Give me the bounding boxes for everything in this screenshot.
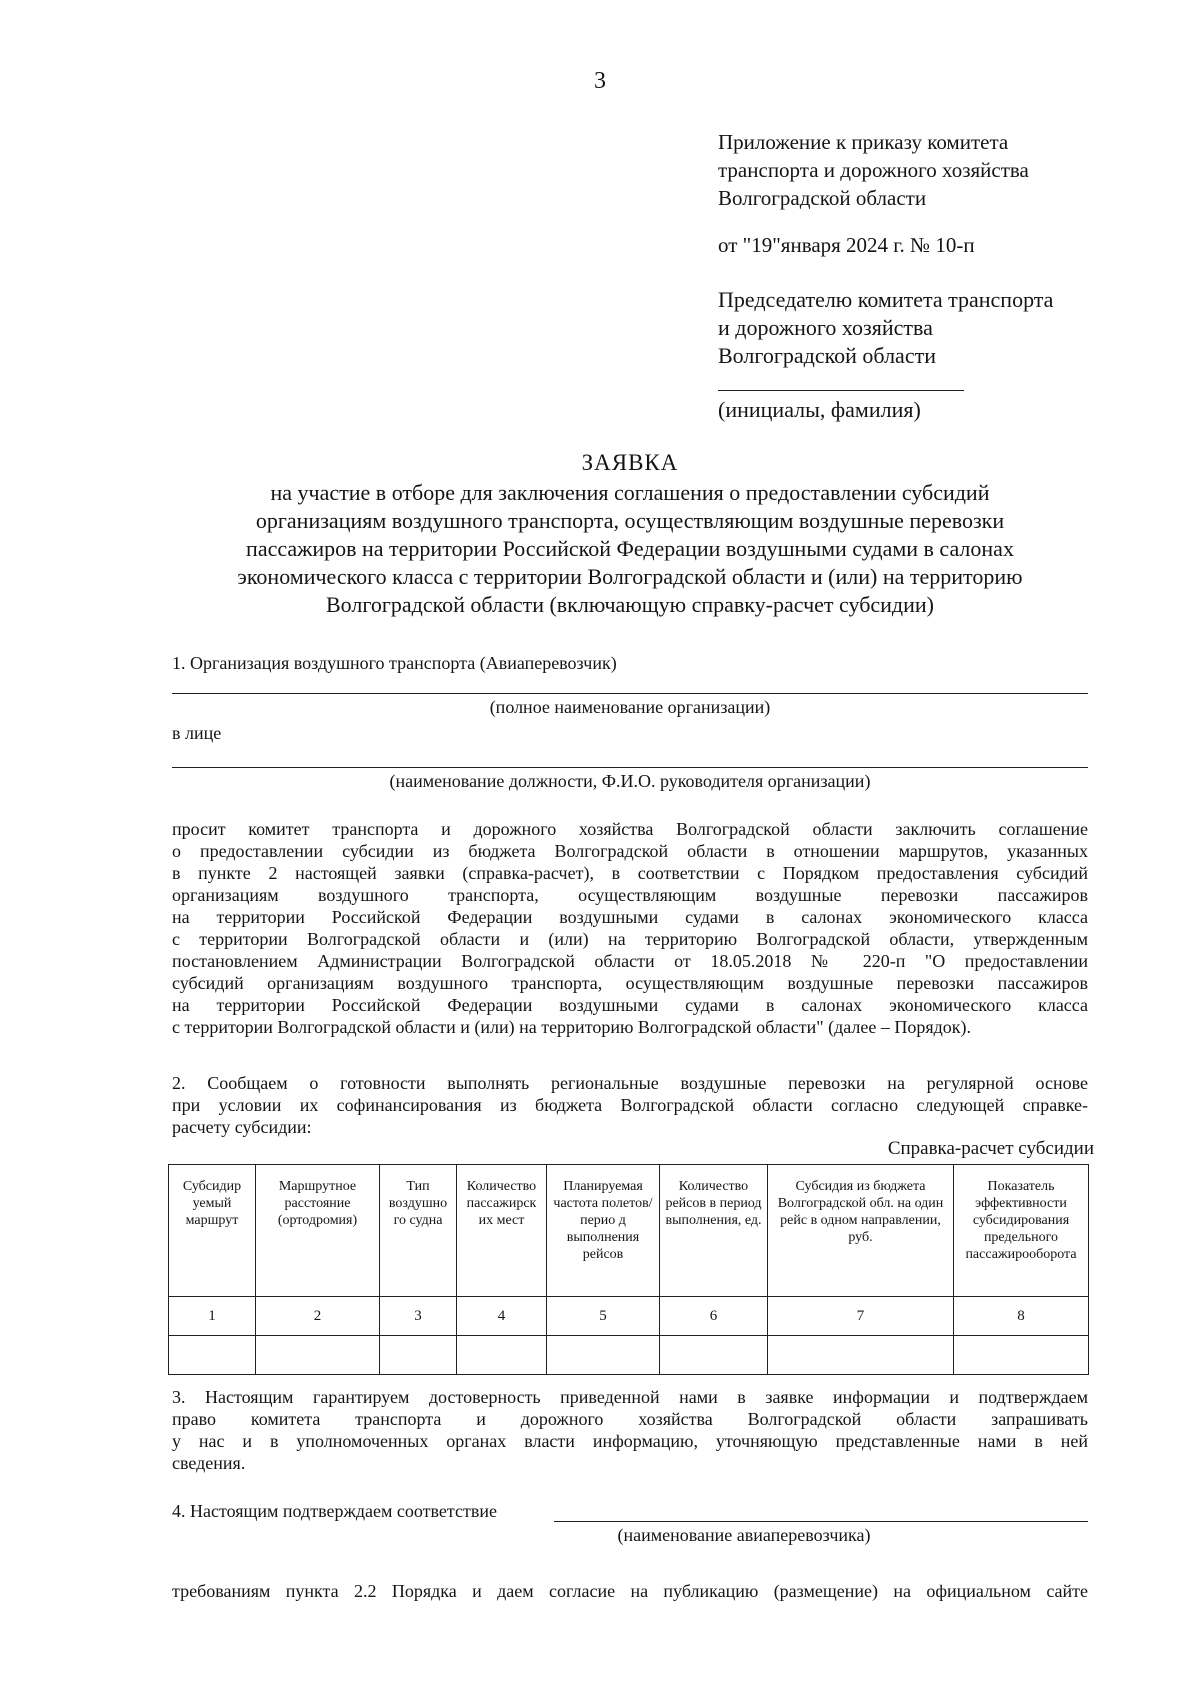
- initials-caption: (инициалы, фамилия): [718, 397, 921, 422]
- carrier-name-caption: (наименование авиаперевозчика): [617, 1525, 871, 1545]
- empty-cell: [547, 1336, 660, 1375]
- head-name-caption: (наименование должности, Ф.И.О. руководителя организации): [389, 771, 871, 791]
- column-number: 8: [954, 1297, 1089, 1336]
- empty-cell: [169, 1336, 256, 1375]
- appendix-line: транспорта и дорожного хозяйства: [718, 158, 1029, 182]
- paragraph-line: расчету субсидии:: [172, 1117, 312, 1137]
- paragraph-line: с территории Волгоградской области и (или) на территорию Волгоградской области" (далее – Порядок).: [172, 1017, 972, 1037]
- paragraph-line: сведения.: [172, 1453, 246, 1473]
- appendix-line: Приложение к приказу комитета: [718, 130, 1009, 154]
- column-number: 3: [380, 1297, 457, 1336]
- appendix-line: Волгоградской области: [718, 186, 927, 210]
- empty-cell: [380, 1336, 457, 1375]
- section1-heading: 1. Организация воздушного транспорта (Авиаперевозчик): [172, 653, 617, 673]
- addressee-line: и дорожного хозяйства: [718, 315, 933, 340]
- paragraph-line: в пункте 2 настоящей заявки (справка-расчет), в соответствии с Порядком предоставления субсидий: [172, 863, 1088, 883]
- section4-last-line: требованиям пункта 2.2 Порядка и даем согласие на публикацию (размещение) на официальном сайте: [172, 1581, 1088, 1601]
- order-date: от "19"января 2024 г. № 10-п: [718, 233, 975, 257]
- column-number: 4: [457, 1297, 547, 1336]
- table-title: Справка-расчет субсидии: [887, 1138, 1094, 1159]
- subtitle-line: Волгоградской области (включающую справку-расчет субсидии): [326, 592, 934, 617]
- paragraph-line: 2. Сообщаем о готовности выполнять региональные воздушные перевозки на регулярной основе: [172, 1073, 1088, 1093]
- paragraph-line: о предоставлении субсидии из бюджета Волгоградской области в отношении маршрутов, указанных: [172, 841, 1088, 861]
- paragraph-line: 3. Настоящим гарантируем достоверность приведенной нами в заявке информации и подтверждаем: [172, 1387, 1088, 1407]
- in-person-label: в лице: [172, 723, 222, 743]
- paragraph-line: право комитета транспорта и дорожного хозяйства Волгоградской области запрашивать: [172, 1409, 1088, 1429]
- subtitle-line: пассажиров на территории Российской Федерации воздушными судами в салонах: [246, 536, 1014, 561]
- table-header-row: [169, 1165, 1089, 1297]
- empty-cell: [768, 1336, 954, 1375]
- section2-paragraph: [172, 1072, 1088, 1138]
- section3-paragraph: [172, 1386, 1088, 1474]
- column-number: 6: [660, 1297, 768, 1336]
- addressee-block: [718, 286, 1053, 370]
- header-cell: Показатель эффективности субсидирования предельного пассажирооборота: [954, 1165, 1089, 1297]
- subtitle-line: организациям воздушного транспорта, осуществляющим воздушные перевозки: [255, 508, 1005, 533]
- subtitle-line: экономического класса с территории Волгоградской области и (или) на территорию: [237, 564, 1023, 589]
- empty-cell: [457, 1336, 547, 1375]
- page-number: 3: [594, 68, 606, 94]
- header-cell: Количество пассажирск их мест: [457, 1165, 547, 1297]
- header-cell: Маршрутное расстояние (ортодромия): [256, 1165, 380, 1297]
- paragraph-line: просит комитет транспорта и дорожного хозяйства Волгоградской области заключить соглашение: [172, 819, 1088, 839]
- addressee-line: Председателю комитета транспорта: [718, 287, 1054, 312]
- org-name-line: [172, 693, 1088, 694]
- appendix-block: [718, 128, 1029, 212]
- paragraph-line: при условии их софинансирования из бюджета Волгоградской области согласно следующей справке-: [172, 1095, 1088, 1115]
- paragraph-line: организациям воздушного транспорта, осуществляющим воздушные перевозки пассажиров: [172, 885, 1088, 905]
- header-cell: Субсидир уемый маршрут: [169, 1165, 256, 1297]
- column-number: 1: [169, 1297, 256, 1336]
- org-name-caption: (полное наименование организации): [489, 697, 771, 717]
- paragraph-line: на территории Российской Федерации воздушными судами в салонах экономического класса: [172, 907, 1088, 927]
- subtitle-line: на участие в отборе для заключения соглашения о предоставлении субсидий: [270, 480, 990, 505]
- header-cell: Количество рейсов в период выполнения, ед.: [660, 1165, 768, 1297]
- column-number: 2: [256, 1297, 380, 1336]
- column-number: 7: [768, 1297, 954, 1336]
- addressee-line: Волгоградской области: [718, 343, 936, 368]
- initials-signature-line: [718, 390, 964, 391]
- document-subtitle: [165, 479, 1095, 619]
- table-number-row: [169, 1297, 1089, 1336]
- empty-cell: [660, 1336, 768, 1375]
- section4-text: 4. Настоящим подтверждаем соответствие: [172, 1501, 497, 1521]
- table-empty-row: [169, 1336, 1089, 1375]
- carrier-name-line: [554, 1521, 1088, 1522]
- column-number: 5: [547, 1297, 660, 1336]
- subsidy-calculation-table: [168, 1164, 1089, 1375]
- request-paragraph: [172, 818, 1088, 1038]
- empty-cell: [954, 1336, 1089, 1375]
- header-cell: Субсидия из бюджета Волгоградской обл. на один рейс в одном направлении, руб.: [768, 1165, 954, 1297]
- paragraph-line: на территории Российской Федерации воздушными судами в салонах экономического класса: [172, 995, 1088, 1015]
- header-cell: Тип воздушно го судна: [380, 1165, 457, 1297]
- empty-cell: [256, 1336, 380, 1375]
- head-name-line: [172, 767, 1088, 768]
- paragraph-line: у нас и в уполномоченных органах власти информацию, уточняющую представленные нами в ней: [172, 1431, 1088, 1451]
- paragraph-line: с территории Волгоградской области и (или) на территорию Волгоградской области, утвержденным: [172, 929, 1088, 949]
- document-title: ЗАЯВКА: [581, 450, 679, 475]
- paragraph-line: субсидий организациям воздушного транспорта, осуществляющим воздушные перевозки пассажиров: [172, 973, 1088, 993]
- paragraph-line: постановлением Администрации Волгоградской области от 18.05.2018 № 220-п "О предоставлении: [172, 951, 1088, 971]
- header-cell: Планируемая частота полетов/перио д выполнения рейсов: [547, 1165, 660, 1297]
